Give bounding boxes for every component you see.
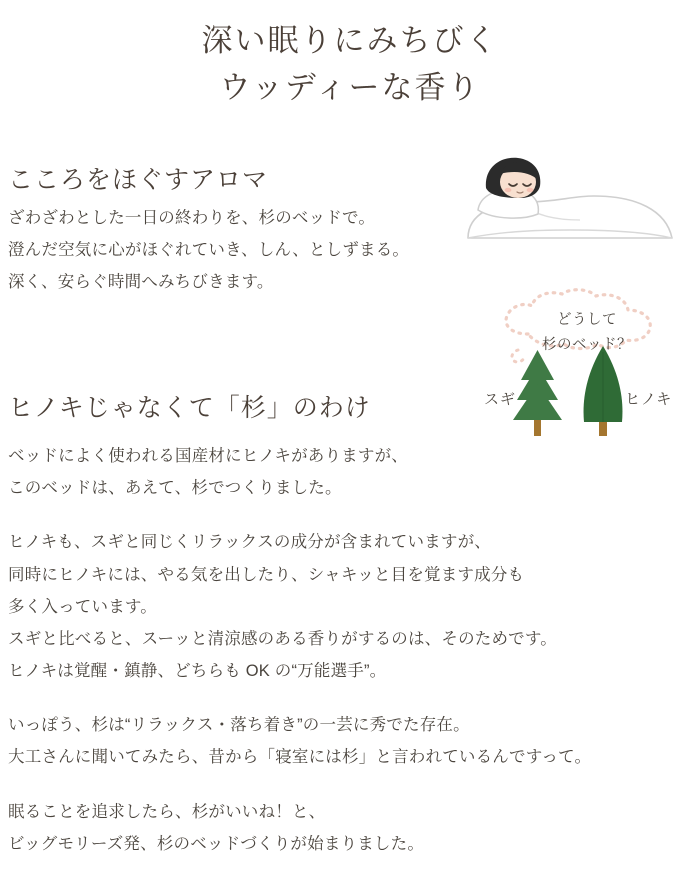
paragraph-line: ヒノキは覚醒・鎮静、どちらも OK の“万能選手”。 xyxy=(8,662,387,681)
paragraph-line: このベッドは、あえて、杉でつくりました。 xyxy=(8,479,342,498)
section-hinoki-heading: ヒノキじゃなくて「杉」のわけ xyxy=(8,394,371,422)
section-aroma xyxy=(4,160,474,299)
paragraph-line: いっぽう、杉は“リラックス・落ち着き”の一芸に秀でた存在。 xyxy=(8,716,470,735)
section-hinoki-body xyxy=(4,440,694,860)
paragraph-line: スギと比べると、スーッと清涼感のある香りがするのは、そのためです。 xyxy=(8,629,557,648)
section-aroma-heading: こころをほぐすアロマ xyxy=(8,166,269,194)
paragraph-line: 多く入っています。 xyxy=(8,597,157,616)
section-aroma-body xyxy=(4,202,474,299)
paragraph-line: ヒノキも、スギと同じくリラックスの成分が含まれていますが、 xyxy=(8,533,491,552)
speech-cloud-line-2: 杉のベッド？ xyxy=(542,336,632,353)
paragraph-line: 大工さんに聞いてみたら、昔から「寝室には杉」と言われているんですって。 xyxy=(8,748,592,767)
speech-cloud-line-1: どうして xyxy=(557,312,617,328)
tree-label-hinoki: ヒノキ xyxy=(625,391,673,408)
paragraph-line: 同時にヒノキには、やる気を出したり、シャキッと目を覚ます成分も xyxy=(8,565,525,584)
trees-illustration xyxy=(470,288,695,453)
paragraph-line: ビッグモリーズ発、杉のベッドづくりが始まりました。 xyxy=(8,834,425,853)
tree-label-sugi: スギ xyxy=(484,391,517,408)
paragraph-line: ざわざわとした一日の終わりを、杉のベッドで。 xyxy=(8,209,376,227)
paragraph-line: ベッドによく使われる国産材にヒノキがありますが、 xyxy=(8,447,408,465)
paragraph-line: 深く、安らぐ時間へみちびきます。 xyxy=(8,273,274,292)
section-hinoki-heading-wrap xyxy=(4,388,484,430)
page-title-line-1: 深い眠りにみちびく xyxy=(201,23,499,58)
paragraph-line: 眠ることを追求したら、杉がいいね！と、 xyxy=(8,802,326,821)
sleeping-person-illustration xyxy=(460,140,685,250)
paragraph-line: 澄んだ空気に心がほぐれていき、しん、としずまる。 xyxy=(8,241,410,260)
speech-cloud-text xyxy=(522,308,652,357)
page-title-line-2: ウッディーな香り xyxy=(219,69,481,105)
page-title xyxy=(0,0,700,111)
